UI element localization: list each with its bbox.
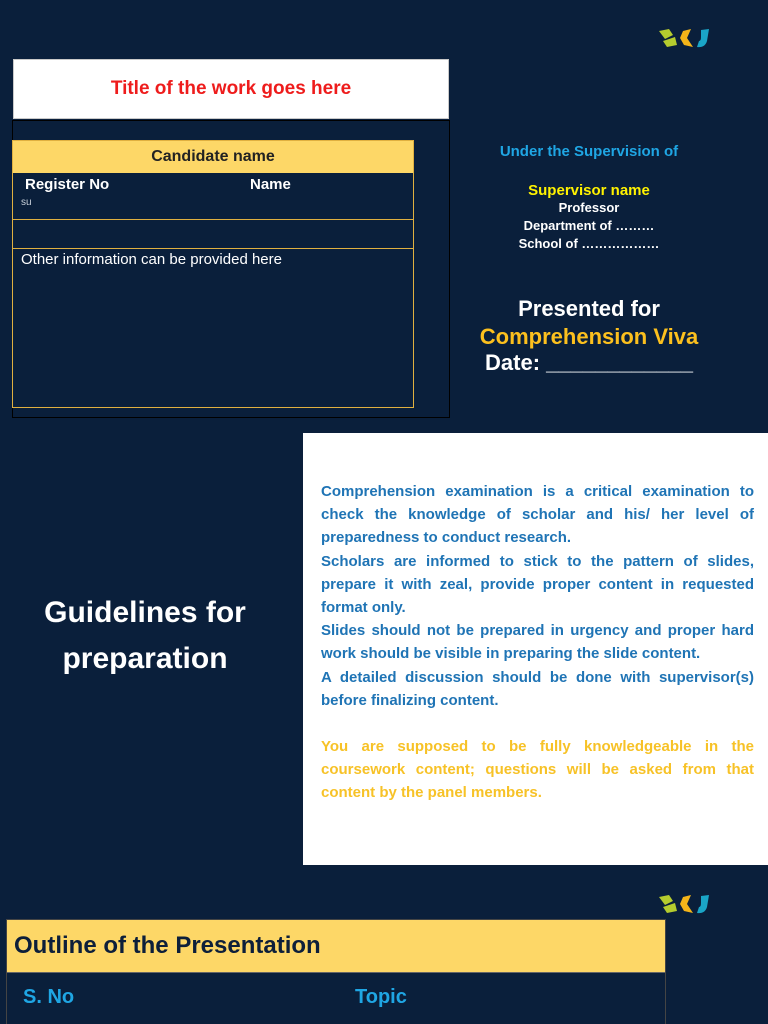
supervisor-designation: Professor (558, 200, 620, 215)
outline-title: Outline of the Presentation (7, 920, 665, 972)
supervision-block (468, 140, 710, 253)
supervisor-name: Supervisor name (528, 182, 650, 199)
candidate-row-labels (13, 173, 413, 220)
guideline-note: You are supposed to be fully knowledgeable in the coursework content; questions will be asked from that content by the panel members. (321, 738, 754, 802)
guidelines-box (303, 433, 768, 865)
guideline-paragraph: Scholars are informed to stick to the pattern of slides, prepare it with zeal, provide proper content in requested format only. (321, 552, 754, 617)
presented-for-label: Presented for (518, 296, 660, 321)
other-information: Other information can be provided here (21, 251, 282, 268)
guideline-paragraph: Slides should not be prepared in urgency and proper hard work should be visible in preparing the slide content. (321, 622, 754, 663)
presentation-info (468, 296, 710, 376)
university-logo-icon (657, 893, 719, 915)
guidelines-title: Guidelines for preparation (44, 596, 246, 675)
under-supervision-label: Under the Supervision of (499, 143, 679, 160)
candidate-name-header: Candidate name (13, 141, 413, 173)
guideline-paragraph: Comprehension examination is a critical examination to check the knowledge of scholar and his/ her level of preparedness to conduct research. (321, 483, 754, 547)
candidate-table (12, 140, 414, 408)
supervisor-department: Department of ……… (523, 218, 655, 233)
serial-number-header: S. No (23, 986, 75, 1008)
guideline-paragraph: A detailed discussion should be done with supervisor(s) before finalizing content. (321, 668, 754, 709)
name-label: Name (250, 176, 291, 193)
date-line: Date: ____________ (485, 350, 693, 375)
outline-table (6, 919, 666, 1024)
supervisor-school: School of ……………… (518, 236, 660, 251)
work-title: Title of the work goes here (13, 59, 449, 119)
university-logo-icon (657, 27, 719, 49)
topic-header: Topic (355, 986, 407, 1008)
register-no-label: Register No (25, 176, 110, 193)
viva-label: Comprehension Viva (479, 324, 699, 349)
register-no-value: su (21, 197, 32, 208)
outline-column-headers (7, 972, 665, 1024)
candidate-row-empty (13, 220, 413, 249)
